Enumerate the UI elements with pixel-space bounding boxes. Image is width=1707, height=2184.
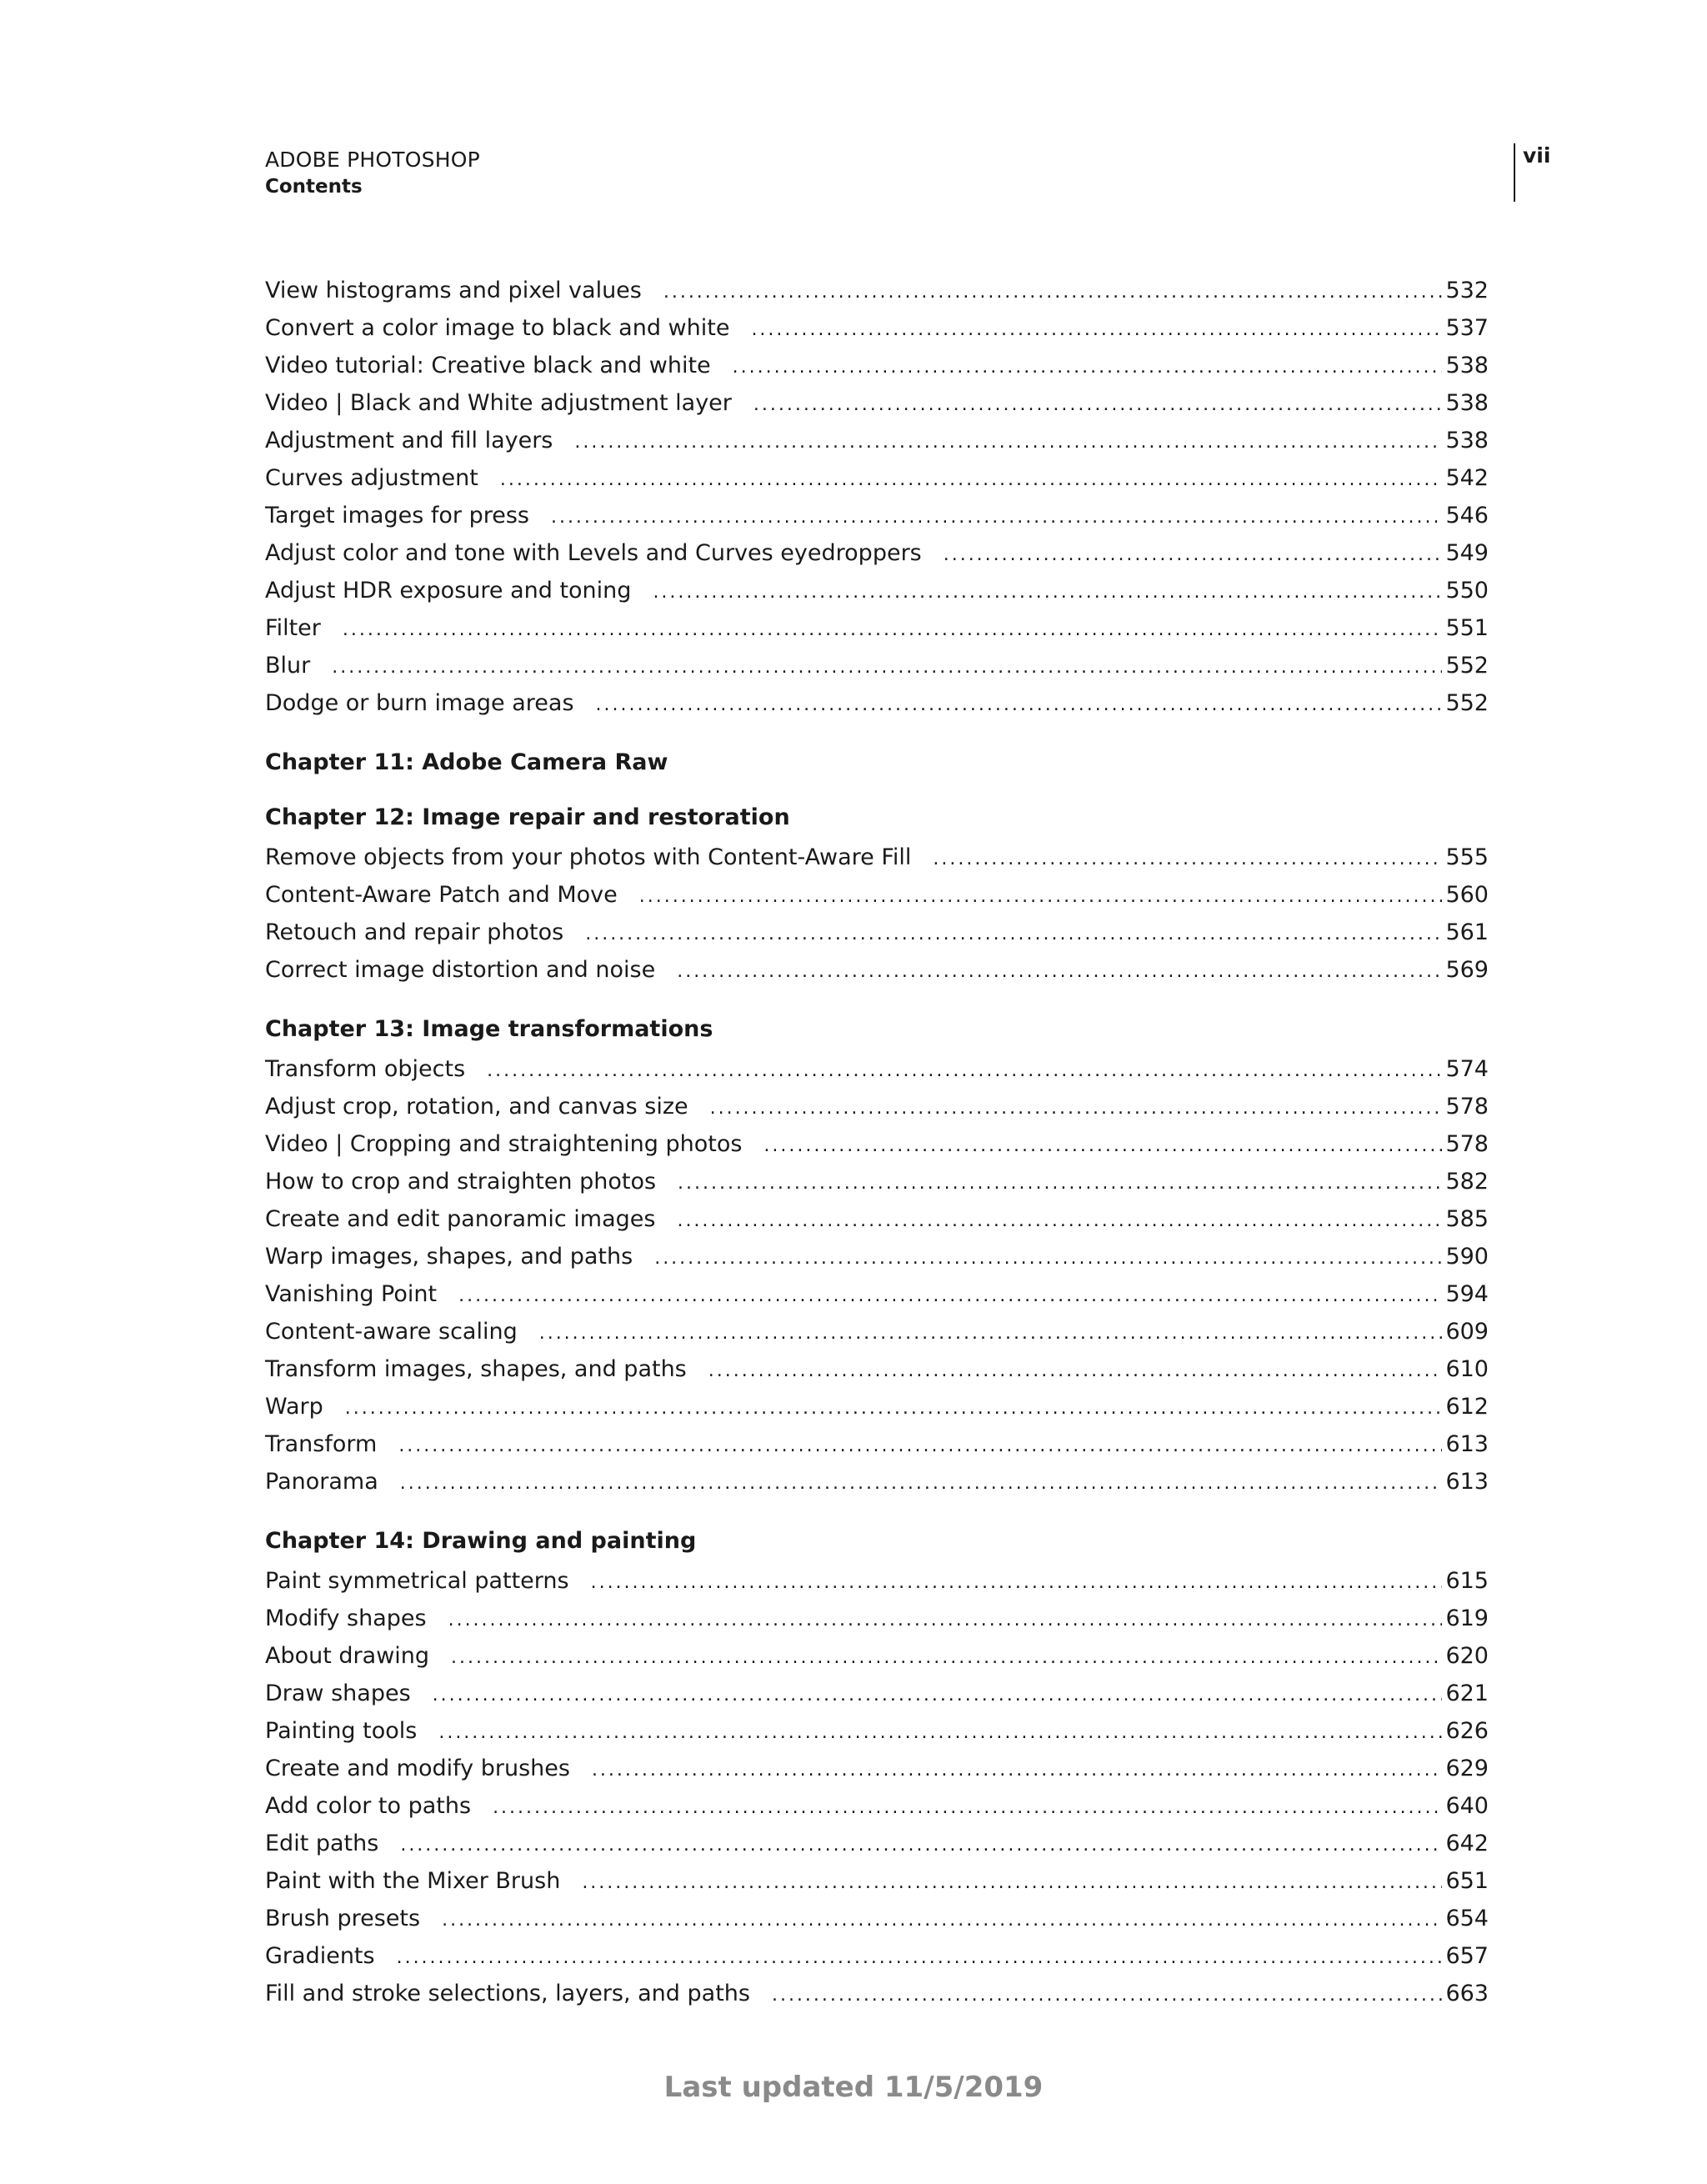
toc-entry-title: Warp images, shapes, and paths xyxy=(265,1244,633,1270)
toc-entry[interactable] xyxy=(265,1050,1489,1088)
toc-entry[interactable] xyxy=(265,1313,1489,1350)
toc-entry-page: 609 xyxy=(1445,1319,1489,1345)
dot-leader xyxy=(944,536,1443,574)
page-number-rule xyxy=(1514,143,1515,202)
dot-leader xyxy=(763,1127,1442,1165)
toc-entry-title: Draw shapes xyxy=(265,1681,411,1706)
toc-entry[interactable] xyxy=(265,1425,1489,1463)
toc-entry-title: Target images for press xyxy=(265,503,529,528)
toc-entry[interactable] xyxy=(265,647,1489,684)
toc-entry-page: 578 xyxy=(1445,1094,1489,1120)
toc-entry-title: Transform images, shapes, and paths xyxy=(265,1356,687,1382)
dot-leader xyxy=(433,1676,1443,1714)
toc-entry-page: 569 xyxy=(1445,957,1489,983)
toc-entry[interactable] xyxy=(265,384,1489,422)
toc-entry-title: Transform objects xyxy=(265,1056,466,1082)
toc-entry[interactable] xyxy=(265,1937,1489,1975)
toc-entry-page: 651 xyxy=(1445,1868,1489,1894)
toc-entry[interactable] xyxy=(265,1562,1489,1600)
chapter-heading[interactable]: Chapter 13: Image transformations xyxy=(265,1016,713,1042)
toc-entry-title: Create and edit panoramic images xyxy=(265,1206,656,1232)
toc-entry-title: Video | Black and White adjustment layer xyxy=(265,390,732,416)
toc-entry-title: Gradients xyxy=(265,1943,375,1969)
toc-entry-page: 585 xyxy=(1445,1206,1489,1232)
toc-entry[interactable] xyxy=(265,272,1489,309)
toc-entry-page: 537 xyxy=(1445,315,1489,341)
toc-entry-page: 613 xyxy=(1445,1431,1489,1457)
toc-entry-page: 663 xyxy=(1445,1981,1489,2006)
toc-entry-page: 555 xyxy=(1445,844,1489,870)
toc-entry-page: 552 xyxy=(1445,653,1489,679)
toc-entry-page: 594 xyxy=(1445,1281,1489,1307)
toc-entry[interactable] xyxy=(265,1238,1489,1275)
toc-entry[interactable] xyxy=(265,1825,1489,1862)
toc-entry-title: Brush presets xyxy=(265,1906,421,1931)
toc-entry[interactable] xyxy=(265,1975,1489,2012)
toc-entry[interactable] xyxy=(265,422,1489,459)
toc-entry-page: 561 xyxy=(1445,919,1489,945)
dot-leader xyxy=(585,915,1442,953)
toc-entry-page: 560 xyxy=(1445,882,1489,908)
toc-entry-page: 629 xyxy=(1445,1756,1489,1781)
toc-entry[interactable] xyxy=(265,1900,1489,1937)
dot-leader xyxy=(493,1789,1442,1826)
toc-entry-title: Adjust HDR exposure and toning xyxy=(265,578,632,604)
dot-leader xyxy=(733,348,1443,386)
dot-leader xyxy=(487,1052,1442,1089)
toc-entry[interactable] xyxy=(265,1463,1489,1500)
toc-entry-page: 620 xyxy=(1445,1643,1489,1669)
toc-entry-title: Content-Aware Patch and Move xyxy=(265,882,618,908)
dot-leader xyxy=(551,498,1442,536)
toc-entry-title: Convert a color image to black and white xyxy=(265,315,730,341)
toc-entry-page: 642 xyxy=(1445,1831,1489,1856)
toc-entry-page: 612 xyxy=(1445,1394,1489,1420)
toc-entry-title: Blur xyxy=(265,653,311,679)
toc-entry-page: 590 xyxy=(1445,1244,1489,1270)
toc-entry-page: 615 xyxy=(1445,1568,1489,1594)
page-number: vii xyxy=(1523,143,1551,168)
dot-leader xyxy=(539,1315,1443,1352)
toc-entry[interactable] xyxy=(265,347,1489,384)
last-updated-footer: Last updated 11/5/2019 xyxy=(663,2071,1044,2104)
chapter-heading[interactable]: Chapter 14: Drawing and painting xyxy=(265,1528,697,1554)
toc-entry[interactable] xyxy=(265,1637,1489,1675)
toc-entry-page: 610 xyxy=(1445,1356,1489,1382)
toc-entry-page: 621 xyxy=(1445,1681,1489,1706)
toc-entry[interactable] xyxy=(265,1787,1489,1825)
dot-leader xyxy=(772,1976,1442,2014)
dot-leader xyxy=(345,1390,1443,1427)
toc-entry-page: 574 xyxy=(1445,1056,1489,1082)
toc-entry-title: Filter xyxy=(265,615,321,641)
dot-leader xyxy=(933,840,1442,878)
dot-leader xyxy=(753,386,1443,423)
dot-leader xyxy=(596,686,1443,724)
toc-entry-page: 640 xyxy=(1445,1793,1489,1819)
toc-entry[interactable] xyxy=(265,1862,1489,1900)
toc-entry-title: Vanishing Point xyxy=(265,1281,438,1307)
dot-leader xyxy=(400,1826,1442,1864)
dot-leader xyxy=(591,1564,1443,1601)
toc-entry[interactable] xyxy=(265,1275,1489,1313)
running-header xyxy=(265,147,480,200)
dot-leader xyxy=(592,1751,1443,1789)
dot-leader xyxy=(458,1277,1442,1315)
toc-entry-title: Correct image distortion and noise xyxy=(265,957,656,983)
toc-entry-page: 538 xyxy=(1445,428,1489,453)
dot-leader xyxy=(751,311,1442,348)
toc-entry-title: Paint with the Mixer Brush xyxy=(265,1868,561,1894)
toc-entry[interactable] xyxy=(265,572,1489,609)
toc-entry-title: Warp xyxy=(265,1394,323,1420)
dot-leader xyxy=(574,423,1442,461)
toc-entry-title: About drawing xyxy=(265,1643,430,1669)
dot-leader xyxy=(500,461,1443,498)
dot-leader xyxy=(397,1939,1443,1976)
toc-entry-page: 549 xyxy=(1445,540,1489,566)
toc-entry-page: 578 xyxy=(1445,1131,1489,1157)
toc-entry-title: Painting tools xyxy=(265,1718,418,1744)
toc-entry[interactable] xyxy=(265,1125,1489,1163)
toc-entry-title: Curves adjustment xyxy=(265,465,478,491)
toc-entry[interactable] xyxy=(265,609,1489,647)
dot-leader xyxy=(451,1639,1442,1676)
toc-entry[interactable] xyxy=(265,1600,1489,1637)
toc-entry[interactable] xyxy=(265,497,1489,534)
toc-entry[interactable] xyxy=(265,684,1489,722)
table-of-contents xyxy=(265,272,1489,2012)
toc-entry-title: Adjust color and tone with Levels and Curves eyedroppers xyxy=(265,540,922,566)
dot-leader xyxy=(400,1465,1443,1502)
toc-entry[interactable] xyxy=(265,1750,1489,1787)
toc-entry[interactable] xyxy=(265,1712,1489,1750)
dot-leader xyxy=(639,878,1443,915)
toc-entry-title: Create and modify brushes xyxy=(265,1756,570,1781)
toc-entry-title: Modify shapes xyxy=(265,1605,427,1631)
toc-entry[interactable] xyxy=(265,951,1489,989)
toc-entry-title: Edit paths xyxy=(265,1831,379,1856)
chapter-heading[interactable]: Chapter 12: Image repair and restoration xyxy=(265,804,790,830)
toc-entry-page: 538 xyxy=(1445,390,1489,416)
dot-leader xyxy=(332,649,1442,686)
toc-entry[interactable] xyxy=(265,534,1489,572)
dot-leader xyxy=(654,1240,1442,1277)
toc-entry[interactable] xyxy=(265,1388,1489,1425)
toc-entry-title: Fill and stroke selections, layers, and paths xyxy=(265,1981,750,2006)
toc-entry-page: 613 xyxy=(1445,1469,1489,1495)
toc-entry-page: 657 xyxy=(1445,1943,1489,1969)
toc-entry-title: Video | Cropping and straightening photos xyxy=(265,1131,743,1157)
toc-entry-title: Content-aware scaling xyxy=(265,1319,518,1345)
toc-entry-title: Adjustment and fill layers xyxy=(265,428,553,453)
toc-entry-title: Dodge or burn image areas xyxy=(265,690,574,716)
toc-entry[interactable] xyxy=(265,876,1489,914)
toc-entry-title: View histograms and pixel values xyxy=(265,278,642,303)
dot-leader xyxy=(438,1714,1442,1751)
toc-entry-page: 654 xyxy=(1445,1906,1489,1931)
chapter-heading[interactable]: Chapter 11: Adobe Camera Raw xyxy=(265,749,668,775)
toc-entry-title: How to crop and straighten photos xyxy=(265,1169,657,1195)
toc-entry[interactable] xyxy=(265,459,1489,497)
section-title: Contents xyxy=(265,176,363,198)
toc-entry-title: Paint symmetrical patterns xyxy=(265,1568,569,1594)
toc-entry-page: 619 xyxy=(1445,1605,1489,1631)
dot-leader xyxy=(343,611,1443,649)
toc-entry-page: 550 xyxy=(1445,578,1489,604)
dot-leader xyxy=(442,1901,1442,1939)
toc-entry-title: Remove objects from your photos with Content-Aware Fill xyxy=(265,844,912,870)
dot-leader xyxy=(710,1089,1443,1127)
dot-leader xyxy=(677,1202,1442,1240)
dot-leader xyxy=(448,1601,1443,1639)
toc-entry-title: Add color to paths xyxy=(265,1793,472,1819)
toc-entry-title: Video tutorial: Creative black and white xyxy=(265,353,711,378)
toc-entry[interactable] xyxy=(265,309,1489,347)
toc-entry-title: Transform xyxy=(265,1431,378,1457)
toc-entry-page: 546 xyxy=(1445,503,1489,528)
toc-entry[interactable] xyxy=(265,1675,1489,1712)
toc-entry-title: Adjust crop, rotation, and canvas size xyxy=(265,1094,688,1120)
toc-entry-title: Retouch and repair photos xyxy=(265,919,564,945)
product-name: ADOBE PHOTOSHOP xyxy=(265,148,480,172)
dot-leader xyxy=(398,1427,1442,1465)
toc-entry[interactable] xyxy=(265,1350,1489,1388)
dot-leader xyxy=(663,273,1443,311)
toc-entry-page: 626 xyxy=(1445,1718,1489,1744)
toc-entry-page: 552 xyxy=(1445,690,1489,716)
toc-entry[interactable] xyxy=(265,1088,1489,1125)
toc-entry[interactable] xyxy=(265,1163,1489,1200)
toc-entry-page: 538 xyxy=(1445,353,1489,378)
dot-leader xyxy=(708,1352,1443,1390)
toc-entry[interactable] xyxy=(265,914,1489,951)
toc-entry[interactable] xyxy=(265,839,1489,876)
dot-leader xyxy=(582,1864,1442,1901)
toc-entry-page: 582 xyxy=(1445,1169,1489,1195)
toc-entry-page: 532 xyxy=(1445,278,1489,303)
dot-leader xyxy=(653,574,1442,611)
dot-leader xyxy=(677,953,1442,990)
toc-entry-page: 542 xyxy=(1445,465,1489,491)
toc-entry[interactable] xyxy=(265,1200,1489,1238)
toc-entry-title: Panorama xyxy=(265,1469,378,1495)
dot-leader xyxy=(678,1165,1442,1202)
toc-entry-page: 551 xyxy=(1445,615,1489,641)
